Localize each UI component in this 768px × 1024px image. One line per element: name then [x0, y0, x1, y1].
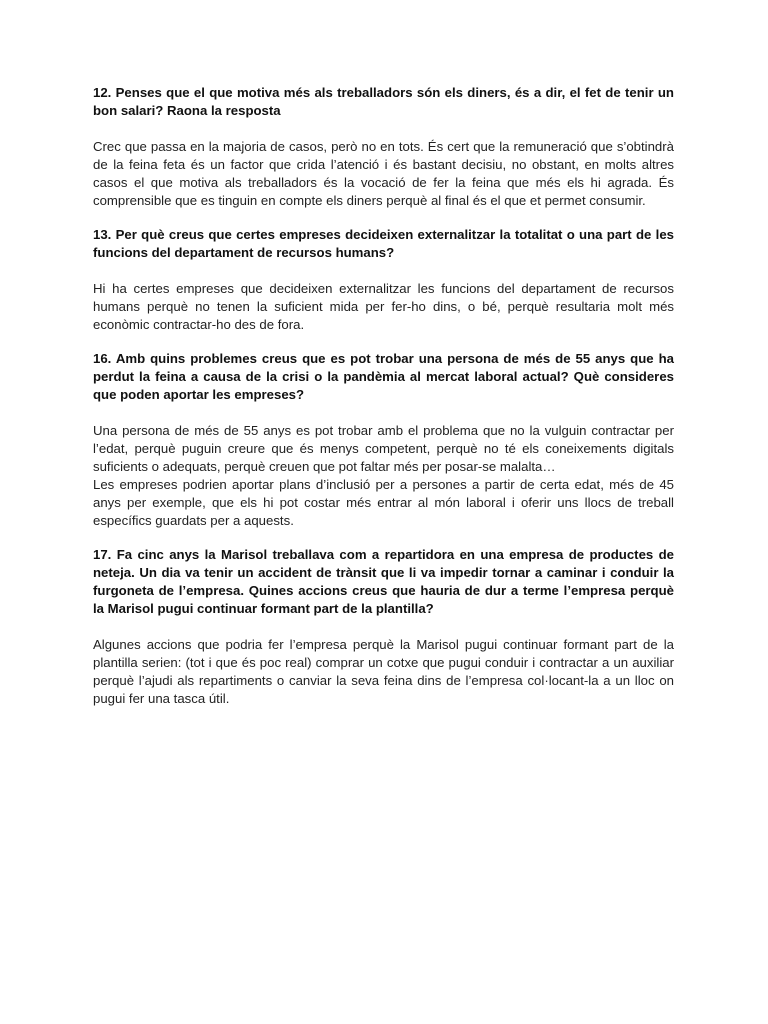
answer-16-paragraph-2: Les empreses podrien aportar plans d’inclusió per a persones a partir de certa edat, més de 45 anys per exemple, que els hi pot costar més entrar al món laboral i oferir uns llocs de treball específics guardats per a aquests.: [93, 477, 674, 528]
answer-17: Algunes accions que podria fer l’empresa perquè la Marisol pugui continuar formant part de la plantilla serien: (tot i que és poc real) comprar un cotxe que pugui conduir i contractar a un auxiliar perquè l’ajudi als repartiments o canviar la seva feina dins de l’empresa col·locant-la a un lloc on pugui fer una tasca útil.: [93, 637, 674, 706]
question-17: 17. Fa cinc anys la Marisol treballava com a repartidora en una empresa de productes de neteja. Un dia va tenir un accident de trànsit que li va impedir tornar a caminar i conduir la furgoneta de l’empresa. Quines accions creus que hauria de dur a terme l’empresa perquè la Marisol pugui continuar formant part de la plantilla?: [93, 547, 674, 616]
answer-12: Crec que passa en la majoria de casos, però no en tots. És cert que la remuneració que s’obtindrà de la feina feta és un factor que crida l’atenció i és bastant decisiu, no obstant, en molts altres casos el que motiva als treballadors és la vocació de fer la feina que més els hi agrada. És comprensible que es tinguin en compte els diners perquè al final és el que et permet consumir.: [93, 139, 674, 208]
answer-16-paragraph-1: Una persona de més de 55 anys es pot trobar amb el problema que no la vulguin contractar per l’edat, perquè puguin creure que és menys competent, perquè no té els coneixements digitals suficients o adequats, perquè creuen que pot faltar més per posar-se malalta…: [93, 423, 674, 474]
document-page: [93, 84, 674, 708]
answer-13: Hi ha certes empreses que decideixen externalitzar les funcions del departament de recursos humans perquè no tenen la suficient mida per fer-ho dins, o bé, perquè resultaria molt més econòmic contractar-ho des de fora.: [93, 281, 674, 332]
question-12: 12. Penses que el que motiva més als treballadors són els diners, és a dir, el fet de tenir un bon salari? Raona la resposta: [93, 85, 674, 118]
question-13: 13. Per què creus que certes empreses decideixen externalitzar la totalitat o una part de les funcions del departament de recursos humans?: [93, 227, 674, 260]
question-16: 16. Amb quins problemes creus que es pot trobar una persona de més de 55 anys que ha perdut la feina a causa de la crisi o la pandèmia al mercat laboral actual? Què consideres que poden aportar les empreses?: [93, 351, 674, 402]
